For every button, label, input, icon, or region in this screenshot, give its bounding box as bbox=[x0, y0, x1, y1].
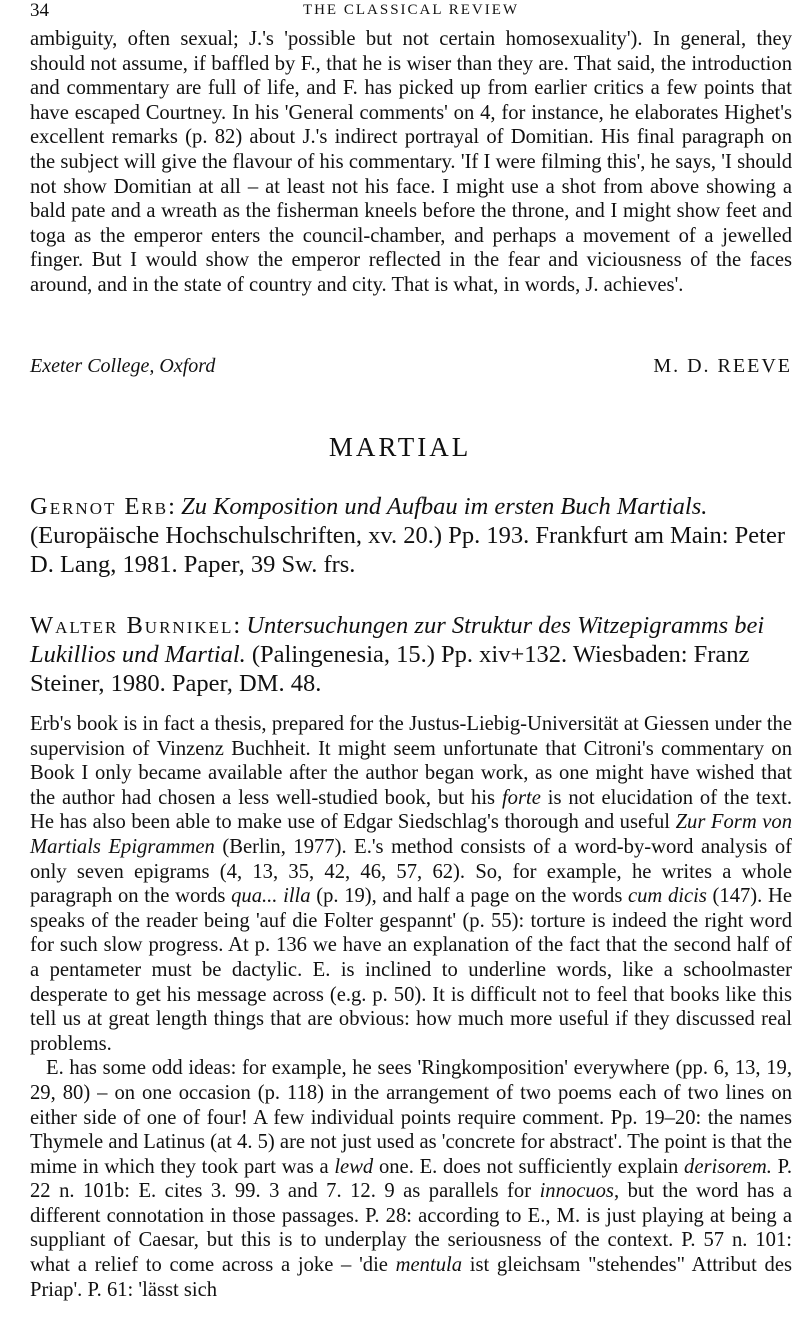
citation-details: (Europäische Hochschulschriften, xv. 20.) Pp. 193. Frankfurt am Main: Peter D. Lang, 1981. Paper, 39 Sw. frs. bbox=[30, 522, 786, 578]
section-title: MARTIAL bbox=[328, 432, 472, 462]
reviewer-name: M. D. REEVE bbox=[653, 355, 792, 377]
text-line: introduction and commentary are full of life, and F. has picked up from earlier critics bbox=[30, 52, 792, 100]
citation-author: Walter Burnikel bbox=[30, 612, 234, 639]
previous-review-ending bbox=[30, 27, 792, 298]
citation-title: Zu Komposition und Aufbau im ersten Buch Martials. bbox=[181, 493, 708, 520]
text-line: Domitian. His final paragraph on the subject will give the flavour of his commentary. bbox=[30, 126, 792, 173]
text-line: ambiguity, often sexual; J.'s 'possible but not certain homosexuality'). In general, they bbox=[30, 28, 792, 50]
previous-review-paragraph bbox=[30, 27, 792, 298]
body-paragraph-1: Erb's book is in fact a thesis, prepared for the Justus-Liebig-Universität at Giessen under the supervision of Vinzenz Buchheit. It might seem unfortunate that Citroni's commentary on Book I only became available after the author began work, as one might have wished that the author had chosen a less well-studied book, but his forte is not elucidation of the text. He has also been able to make use of Edgar Siedschlag's thorough and useful Zur Form von Martials Epigrammen (Berlin, 1977). E.'s method consists of a word-by-word analysis of only seven epigrams (4, 13, 35, 42, 46, 57, 62). So, for example, he writes a whole paragraph on the words qua... illa (p. 19), and half a page on the words cum dicis (147). He speaks of the reader being 'auf die Folter gespannt' (p. 55): torture is indeed the right word for such slow progress. At p. 136 we have an explanation of the fact that the second half of a pentameter must be dactylic. E. is inclined to underline words, like a schoolmaster desperate to get his message across (e.g. p. 50). It is difficult not to feel that books like this tell us at great length things that are obvious: how much more useful if they discussed real problems. bbox=[30, 713, 792, 1055]
citation-title: Untersuchungen zur Struktur des Witzepigramms bei Lukillios und Martial. bbox=[30, 612, 765, 668]
text-line: council-chamber, and perhaps a movement of a jewelled finger. But I would show the bbox=[30, 224, 792, 272]
page-number: 34 bbox=[30, 0, 49, 21]
text-line: of country and city. That is what, in words, J. achieves'. bbox=[226, 273, 684, 296]
text-line: face. I might use a shot from above showing a bald pate and a wreath as the fisherman bbox=[30, 175, 792, 223]
text-line: 'If I were filming this', he says, 'I should not show Domitian at all – at least not his bbox=[30, 150, 792, 198]
text-line: he elaborates Highet's excellent remarks (p. 82) about J.'s indirect portrayal of bbox=[30, 101, 792, 149]
page-header bbox=[30, 0, 792, 22]
citation-author: Gernot Erb bbox=[30, 493, 169, 520]
book-citation-2: Walter Burnikel: Untersuchungen zur Struktur des Witzepigramms bei Lukillios und Martial. (Palingenesia, 15.) Pp. xiv+132. Wiesbaden: Franz Steiner, 1980. Paper, DM. 48. bbox=[30, 612, 765, 697]
review-signature bbox=[30, 355, 792, 381]
review-body bbox=[30, 712, 792, 1302]
text-line: a few points that have escaped Courtney. In his 'General comments' on 4, for instance, bbox=[30, 77, 792, 124]
text-line: kneels before the throne, and I might show feet and toga as the emperor enters the bbox=[30, 200, 792, 247]
book-citation-1: Gernot Erb: Zu Komposition und Aufbau im ersten Buch Martials. (Europäische Hochschulschriften, xv. 20.) Pp. 193. Frankfurt am Main: Peter D. Lang, 1981. Paper, 39 Sw. frs. bbox=[30, 493, 786, 578]
body-paragraph-2: E. has some odd ideas: for example, he sees 'Ringkomposition' everywhere (pp. 6, 13, 19, 29, 80) – on one occasion (p. 118) in the arrangement of two poems each of two lines on either side of one of four! A few individual points require comment. Pp. 19–20: the names Thymele and Latinus (at 4. 5) are not just used as 'concrete for abstract'. The point is that the mime in which they took part was a lewd one. E. does not sufficiently explain derisorem. P. 22 n. 101b: E. cites 3. 99. 3 and 7. 12. 9 as parallels for innocuos, but the word has a different connotation in those passages. P. 28: according to E., M. is just playing at being a suppliant of Caesar, but this is to underplay the seriousness of the context. P. 57 n. 101: what a relief to come across a joke – 'die mentula ist gleichsam "stehendes" Attribut des Priap'. P. 61: 'lässt sich bbox=[30, 1057, 793, 1301]
text-line: emperor reflected in the fear and viciousness of the faces around, and in the state bbox=[30, 249, 792, 296]
reviewer-institution: Exeter College, Oxford bbox=[30, 355, 216, 377]
text-line: should not assume, if baffled by F., that he is wiser than they are. That said, the bbox=[30, 52, 686, 75]
running-title: THE CLASSICAL REVIEW bbox=[302, 2, 520, 18]
citation-details: (Palingenesia, 15.) Pp. xiv+132. Wiesbaden: Franz Steiner, 1980. Paper, DM. 48. bbox=[30, 641, 750, 697]
